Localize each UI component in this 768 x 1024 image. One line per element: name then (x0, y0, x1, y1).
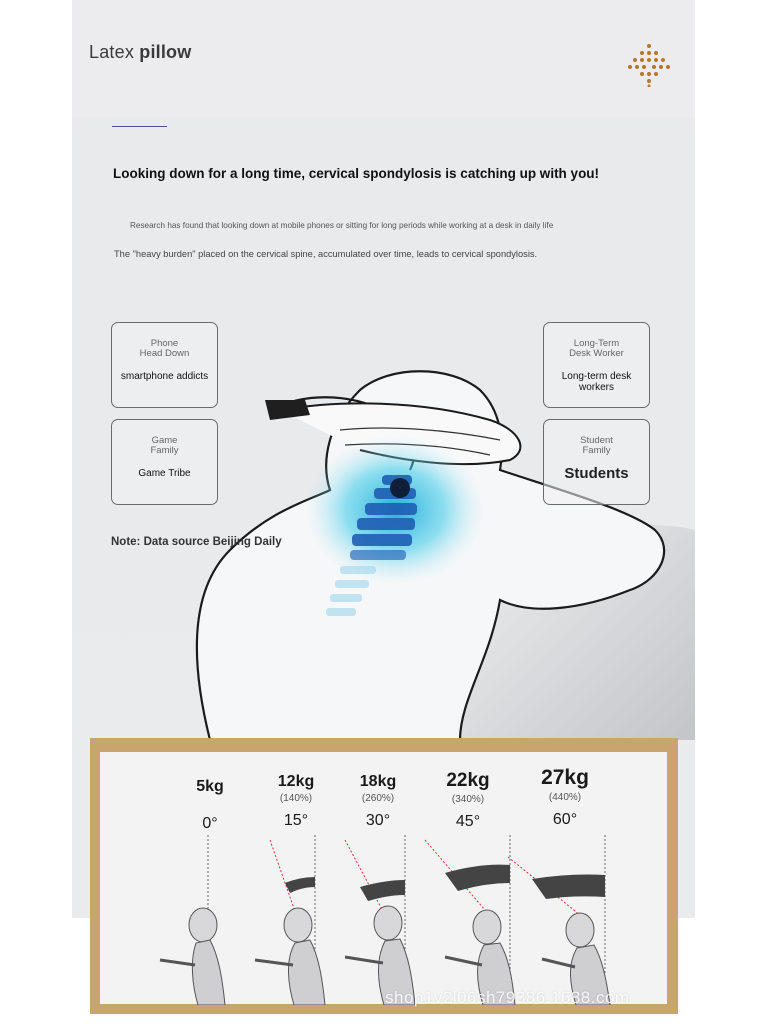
posture-col-60 (525, 766, 605, 829)
burden-paragraph: The "heavy burden" placed on the cervical spine, accumulated over time, leads to cervical spondylosis. (114, 249, 538, 259)
angle-label: 15° (283, 812, 309, 829)
group-caption: Long-Term Desk Worker (569, 338, 624, 359)
posture-figure-60 (508, 835, 610, 1005)
group-label: Students (564, 465, 629, 482)
posture-diagrams (100, 835, 667, 1005)
percent-label: (440%) (548, 792, 582, 803)
headline: Looking down for a long time, cervical spondylosis is catching up with you! (113, 166, 600, 181)
percent-label: (340%) (451, 794, 485, 805)
accent-rule (112, 126, 167, 127)
brand-dots-icon (627, 43, 671, 87)
weight-label: 27kg (541, 766, 589, 789)
group-caption: Phone Head Down (139, 338, 190, 359)
group-label: Long-term desk workers (561, 371, 632, 393)
watermark: shop1v2l06sh79386.1688.com (385, 988, 630, 1007)
weight-label: 5kg (196, 778, 224, 795)
weight-label: 22kg (446, 770, 490, 791)
angle-label: 45° (455, 813, 481, 830)
group-card-game (111, 419, 218, 505)
percent-label: (260%) (361, 793, 395, 804)
weight-label: 18kg (359, 773, 397, 790)
angle-label: 30° (365, 812, 391, 829)
posture-figure-0 (160, 835, 225, 1005)
neck-pain-illustration (160, 360, 695, 740)
angle-label: 60° (552, 811, 578, 828)
posture-figure-45 (425, 835, 515, 1005)
posture-col-45 (428, 770, 508, 831)
percent-label: (140%) (279, 793, 313, 804)
group-card-student (543, 419, 650, 505)
posture-figure-30 (345, 835, 415, 1005)
brand-title (89, 42, 191, 63)
group-caption: Student Family (580, 435, 613, 456)
group-label: Game Tribe (138, 468, 191, 479)
posture-col-0 (170, 778, 250, 833)
weight-label: 12kg (277, 773, 315, 790)
group-card-phone (111, 322, 218, 408)
posture-figure-15 (255, 835, 325, 1005)
posture-col-15 (256, 773, 336, 830)
group-label: smartphone addicts (120, 371, 209, 382)
posture-col-30 (338, 773, 418, 830)
source-note: Note: Data source Beijing Daily (111, 536, 282, 548)
group-card-desk (543, 322, 650, 408)
group-caption: Game Family (150, 435, 179, 456)
angle-label: 0° (202, 815, 218, 832)
brand-bold: pillow (139, 42, 192, 62)
brand-light: Latex (89, 42, 135, 62)
research-paragraph: Research has found that looking down at mobile phones or sitting for long periods while working at a desk in daily life (130, 221, 554, 230)
